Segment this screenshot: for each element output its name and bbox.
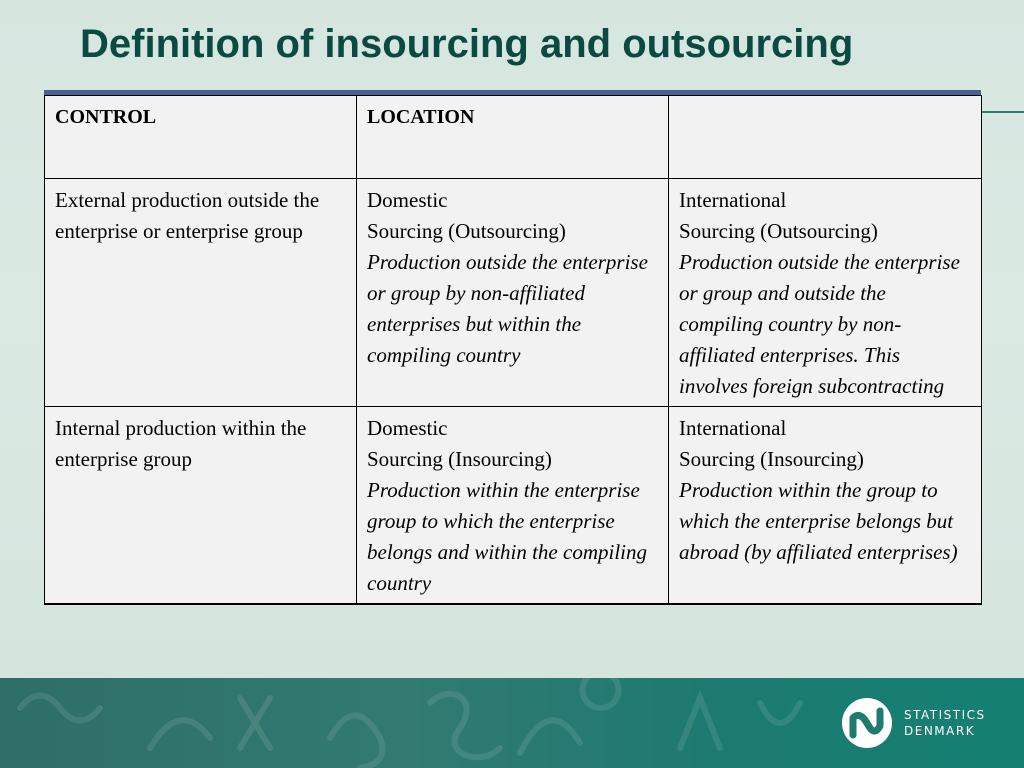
cell-description: Production outside the enterprise or group and outside the compiling country by non-affiliated enterprises. This involves foreign subcontracting — [679, 250, 960, 398]
header-empty — [669, 96, 982, 179]
international-cell — [669, 179, 982, 407]
cell-subheading: Sourcing (Insourcing) — [679, 447, 864, 471]
domestic-cell — [357, 407, 669, 605]
statistics-denmark-logo-icon — [842, 698, 892, 748]
table-row — [45, 179, 982, 407]
slide-title: Definition of insourcing and outsourcing — [80, 22, 854, 66]
cell-subheading: Sourcing (Insourcing) — [367, 447, 552, 471]
domestic-cell — [357, 179, 669, 407]
cell-description: Production outside the enterprise or group by non-affiliated enterprises but within the compiling country — [367, 250, 648, 367]
table-row — [45, 407, 982, 605]
international-cell — [669, 407, 982, 605]
cell-description: Production within the group to which the enterprise belongs but abroad (by affiliated enterprises) — [679, 478, 958, 564]
cell-subheading: Sourcing (Outsourcing) — [367, 219, 566, 243]
cell-subheading: Sourcing (Outsourcing) — [679, 219, 878, 243]
header-control: CONTROL — [45, 96, 357, 179]
header-location: LOCATION — [357, 96, 669, 179]
logo-text-line2: DENMARK — [904, 724, 976, 738]
logo-text-line1: STATISTICS — [904, 708, 986, 722]
cell-heading: International — [679, 188, 787, 212]
statistics-denmark-logo — [842, 698, 986, 748]
cell-heading: International — [679, 416, 787, 440]
table-header-row — [45, 96, 982, 179]
accent-line — [981, 111, 1024, 113]
logo-text — [904, 707, 986, 739]
control-cell: External production outside the enterprise or enterprise group — [45, 179, 357, 407]
cell-heading: Domestic — [367, 416, 448, 440]
cell-heading: Domestic — [367, 188, 448, 212]
control-cell: Internal production within the enterprise group — [45, 407, 357, 605]
definition-table — [44, 95, 982, 605]
cell-description: Production within the enterprise group to which the enterprise belongs and within the compiling country — [367, 478, 647, 595]
